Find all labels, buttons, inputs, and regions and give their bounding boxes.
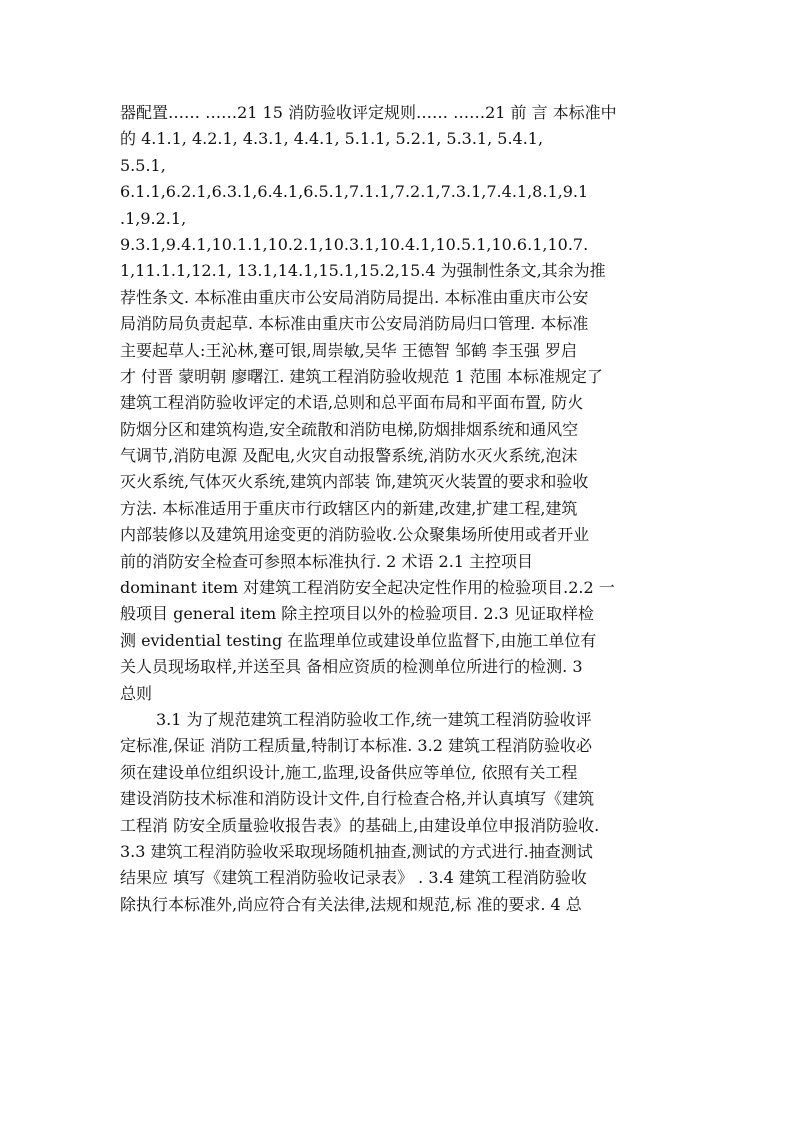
section-heading: 总则	[120, 683, 153, 703]
text-line: 关人员现场取样,并送至具 备相应资质的检测单位所进行的检测. 3	[120, 657, 583, 677]
text-line: 建筑工程消防验收评定的术语,总则和总平面布局和平面布置, 防火	[120, 393, 584, 413]
text-line: 工程消 防安全质量验收报告表》的基础上,由建设单位申报消防验收.	[120, 815, 600, 835]
text-line: 般项目 general item 除主控项目以外的检验项目. 2.3 见证取样检	[120, 604, 594, 624]
text-line: 局消防局负责起草. 本标准由重庆市公安局消防局归口管理. 本标准	[120, 314, 589, 334]
text-line: 主要起草人:王沁林,蹇可银,周崇敏,吴华 王德智 邹鹤 李玉强 罗启	[120, 340, 577, 360]
text-line: 定标准,保证 消防工程质量,特制订本标准. 3.2 建筑工程消防验收必	[120, 736, 592, 756]
text-line: 除执行本标准外,尚应符合有关法律,法规和规范,标 准的要求. 4 总	[120, 894, 582, 914]
text-line: 的 4.1.1, 4.2.1, 4.3.1, 4.4.1, 5.1.1, 5.2.1, 5.3.1, 5.4.1,	[120, 129, 544, 149]
text-line: 6.1.1,6.2.1,6.3.1,6.4.1,6.5.1,7.1.1,7.2.1,7.3.1,7.4.1,8.1,9.1	[120, 182, 589, 202]
text-line: 气调节,消防电源 及配电,火灾自动报警系统,消防水灭火系统,泡沫	[120, 446, 578, 466]
text-line: 须在建设单位组织设计,施工,监理,设备供应等单位, 依照有关工程	[120, 762, 578, 782]
text-line: 3.1 为了规范建筑工程消防验收工作,统一建筑工程消防验收评	[156, 709, 592, 729]
text-line: 1,11.1.1,12.1, 13.1,14.1,15.1,15.2,15.4 为强制性条文,其余为推	[120, 261, 606, 281]
text-line: 测 evidential testing 在监理单位或建设单位监督下,由施工单位有	[120, 630, 597, 650]
text-line: 防烟分区和建筑构造,安全疏散和消防电梯,防烟排烟系统和通风空	[120, 419, 579, 439]
text-line: dominant item 对建筑工程消防安全起决定性作用的检验项目.2.2 一	[120, 578, 615, 598]
text-line: 3.3 建筑工程消防验收采取现场随机抽查,测试的方式进行.抽查测试	[120, 841, 593, 861]
text-line: 器配置…… ……21 15 消防验收评定规则…… ……21 前 言 本标准中	[120, 103, 617, 122]
text-line: 前的消防安全检查可参照本标准执行. 2 术语 2.1 主控项目	[120, 551, 534, 571]
document-body	[120, 100, 680, 918]
text-line: 9.3.1,9.4.1,10.1.1,10.2.1,10.3.1,10.4.1,10.5.1,10.6.1,10.7.	[120, 234, 589, 254]
text-line: 方法. 本标准适用于重庆市行政辖区内的新建,改建,扩建工程,建筑	[120, 498, 578, 518]
text-line: 灭火系统,气体灭火系统,建筑内部装 饰,建筑灭火装置的要求和验收	[120, 472, 589, 492]
text-line: 荐性条文. 本标准由重庆市公安局消防局提出. 本标准由重庆市公安	[120, 287, 589, 307]
text-line: 结果应 填写《建筑工程消防验收记录表》 . 3.4 建筑工程消防验收	[120, 868, 587, 888]
text-line: .1,9.2.1,	[120, 208, 187, 228]
text-line: 才 付晋 蒙明朝 廖曙江. 建筑工程消防验收规范 1 范围 本标准规定了	[120, 366, 603, 386]
text-line: 建设消防技术标准和消防设计文件,自行检查合格,并认真填写《建筑	[120, 789, 595, 809]
text-line: 内部装修以及建筑用途变更的消防验收.公众聚集场所使用或者开业	[120, 525, 590, 545]
text-line: 5.5.1,	[120, 155, 166, 175]
